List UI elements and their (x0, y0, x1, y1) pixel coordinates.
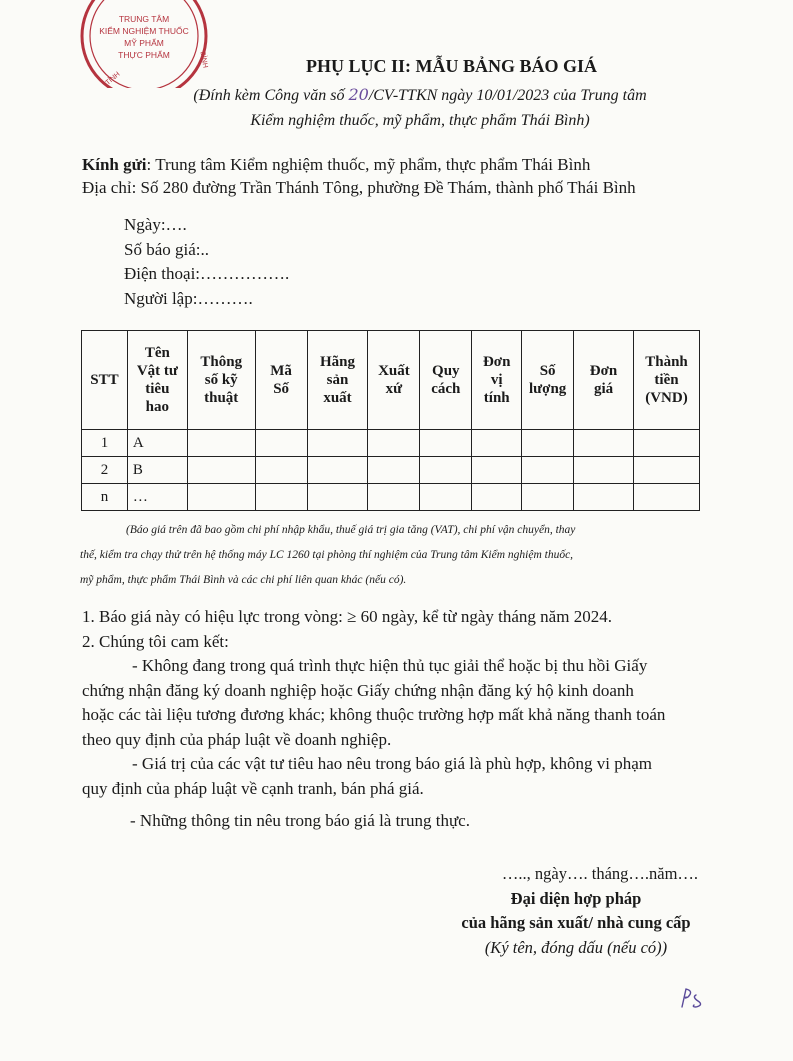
quote-table (81, 330, 700, 511)
empty-cell (574, 457, 634, 484)
row-stt: 1 (82, 430, 128, 457)
header-text: Quy (432, 363, 460, 379)
commit1-line1: - Không đang trong quá trình thực hiện thủ tục giải thể hoặc bị thu hồi Giấy (132, 656, 648, 675)
empty-cell (472, 457, 522, 484)
header-text: số kỹ (204, 372, 238, 388)
table-header-cell (420, 331, 472, 430)
empty-cell (420, 430, 472, 457)
subtitle (120, 82, 720, 133)
svg-text:BÌNH: BÌNH (198, 50, 209, 69)
meta-block (124, 213, 289, 311)
recipient-to (82, 153, 636, 176)
row-name: B (127, 457, 187, 484)
recipient-address: Địa chỉ: Số 280 đường Trần Thánh Tông, phường Đề Thám, thành phố Thái Bình (82, 178, 636, 197)
meta-phone: Điện thoại:……………. (124, 264, 290, 283)
empty-cell (255, 484, 307, 511)
table-header-cell (368, 331, 420, 430)
empty-cell (368, 430, 420, 457)
table-header-cell (472, 331, 522, 430)
handwritten-initials (676, 985, 716, 1011)
table-header-cell (255, 331, 307, 430)
empty-cell (574, 484, 634, 511)
note-line-3: mỹ phẩm, thực phẩm Thái Bình và các chi phí liên quan khác (nếu có). (80, 574, 407, 586)
recipient-to-label: Kính gửi (82, 155, 147, 174)
signature-org: của hãng sản xuất/ nhà cung cấp (461, 913, 691, 932)
commit1-line2: chứng nhận đăng ký doanh nghiệp hoặc Giấy chứng nhận đăng ký hộ kinh doanh (82, 680, 634, 700)
header-text: (VND) (645, 390, 688, 406)
row-stt: n (82, 484, 128, 511)
validity-line: 1. Báo giá này có hiệu lực trong vòng: ≥ 60 ngày, kể từ ngày tháng năm 2024. (82, 607, 612, 626)
header-text: xứ (385, 381, 403, 397)
header-text: hao (145, 399, 170, 415)
meta-quote-no: Số báo giá:.. (124, 239, 209, 259)
recipient-to-value: : Trung tâm Kiểm nghiệm thuốc, mỹ phẩm, thực phẩm Thái Bình (146, 155, 591, 174)
svg-text:TỈNH: TỈNH (104, 70, 122, 87)
commit2-line2: quy định của pháp luật về cạnh tranh, bán phá giá. (82, 778, 424, 798)
empty-cell (255, 457, 307, 484)
header-text: Xuất (378, 363, 410, 379)
header-text: Vật tư (136, 363, 178, 379)
row-name: A (127, 430, 187, 457)
empty-cell (574, 430, 634, 457)
terms-body (82, 605, 712, 834)
signature-date-line: ….., ngày…. tháng….năm…. (501, 864, 699, 883)
empty-cell (368, 484, 420, 511)
table-row (82, 484, 700, 511)
commit-title: 2. Chúng tôi cam kết: (82, 631, 229, 651)
note-line-2: thế, kiểm tra chạy thử trên hệ thống máy LC 1260 tại phòng thí nghiệm của Trung tâm Kiểm nghiệm thuốc, (80, 549, 574, 561)
empty-cell (472, 484, 522, 511)
header-text: thuật (204, 390, 239, 406)
svg-text:TRUNG TÂM: TRUNG TÂM (118, 14, 170, 24)
svg-text:MỸ PHẨM: MỸ PHẨM (124, 38, 164, 48)
signature-block (400, 862, 740, 960)
price-note (80, 518, 702, 593)
table-header-cell (187, 331, 255, 430)
header-text: tiền (654, 372, 679, 388)
meta-date: Ngày:…. (124, 215, 187, 234)
svg-text:KIỂM NGHIỆM THUỐC: KIỂM NGHIỆM THUỐC (99, 26, 189, 36)
header-text: vị (490, 372, 503, 388)
empty-cell (255, 430, 307, 457)
table-body (82, 430, 700, 511)
header-text: Mã (270, 363, 292, 379)
meta-author: Người lập:………. (124, 288, 253, 308)
commit1-line3: hoặc các tài liệu tương đương khác; không thuộc trường hợp mất khả năng thanh toán (82, 705, 666, 724)
header-text: tính (483, 390, 510, 406)
row-stt: 2 (82, 457, 128, 484)
empty-cell (307, 484, 368, 511)
page-title: PHỤ LỤC II: MẪU BẢNG BÁO GIÁ (305, 56, 597, 76)
svg-text:THỰC PHẨM: THỰC PHẨM (118, 50, 170, 60)
header-text: Thông (200, 354, 243, 370)
table-row (82, 430, 700, 457)
header-text: lượng (528, 381, 567, 397)
subtitle-line2: Kiểm nghiệm thuốc, mỹ phẩm, thực phẩm Thái Bình) (250, 112, 590, 129)
header-text: giá (593, 381, 614, 397)
subtitle-part1: (Đính kèm Công văn số (193, 87, 349, 104)
header-text: Tên (144, 345, 170, 361)
header-text: xuất (323, 390, 352, 406)
signature-instruction: (Ký tên, đóng dấu (nếu có)) (484, 937, 668, 957)
header-text: Số (539, 363, 556, 379)
header-text: sản (326, 372, 349, 388)
empty-cell (633, 457, 699, 484)
empty-cell (187, 430, 255, 457)
empty-cell (633, 430, 699, 457)
table-header-cell (307, 331, 368, 430)
commit1-line4: theo quy định của pháp luật về doanh nghiệp. (82, 729, 392, 749)
table-header-row (82, 331, 700, 430)
signature-rep: Đại diện hợp pháp (510, 888, 642, 908)
subtitle-part2: /CV-TTKN ngày 10/01/2023 của Trung tâm (368, 87, 647, 104)
empty-cell (522, 484, 574, 511)
header-text: Đơn (482, 354, 511, 370)
table-header-cell (522, 331, 574, 430)
header-text: tiêu (145, 381, 170, 397)
table-row (82, 457, 700, 484)
header-text: Thành (645, 354, 688, 370)
row-name: … (127, 484, 187, 511)
empty-cell (633, 484, 699, 511)
table-header-cell (633, 331, 699, 430)
commit2-line1: - Giá trị của các vật tư tiêu hao nêu trong báo giá là phù hợp, không vi phạm (132, 754, 653, 773)
header-text: Số (273, 381, 290, 397)
header-text: Đơn (589, 363, 618, 379)
note-line-1: (Báo giá trên đã bao gồm chi phí nhập khẩu, thuế giá trị gia tăng (VAT), chi phí vận chuyển, thay (126, 524, 576, 536)
table-header-cell (574, 331, 634, 430)
empty-cell (472, 430, 522, 457)
empty-cell (187, 457, 255, 484)
header-text: STT (90, 372, 119, 388)
empty-cell (187, 484, 255, 511)
handwritten-number: 20 (348, 85, 369, 104)
header-text: Hãng (319, 354, 355, 370)
empty-cell (420, 484, 472, 511)
empty-cell (307, 430, 368, 457)
empty-cell (368, 457, 420, 484)
empty-cell (307, 457, 368, 484)
table-header-cell (82, 331, 128, 430)
header-text: cách (431, 381, 461, 397)
empty-cell (522, 430, 574, 457)
empty-cell (522, 457, 574, 484)
table-header-cell (127, 331, 187, 430)
commit3-line: - Những thông tin nêu trong báo giá là trung thực. (130, 811, 470, 830)
empty-cell (420, 457, 472, 484)
recipient-block (82, 153, 636, 199)
